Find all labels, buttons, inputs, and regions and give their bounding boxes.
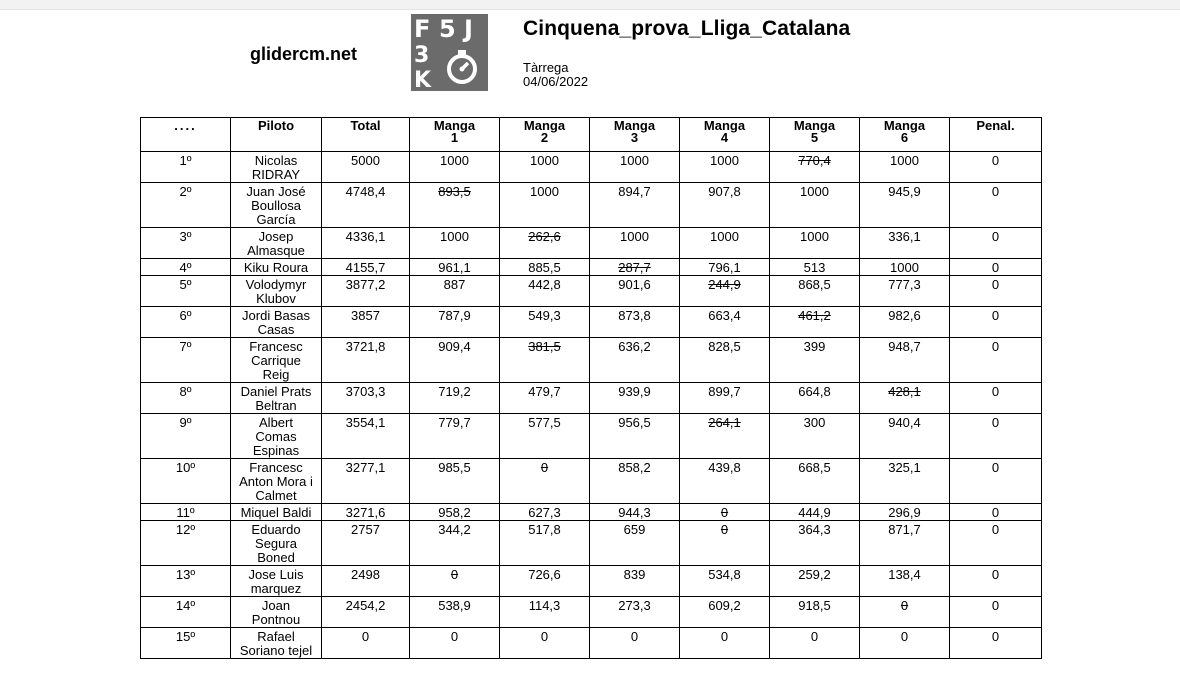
table-row — [141, 259, 1042, 276]
pilot-name-cell — [231, 259, 322, 276]
round-score-cell: 663,4 — [680, 307, 770, 338]
logo-letter: 3 — [414, 43, 430, 68]
column-header-round-number: 1 — [450, 130, 459, 145]
penalty-cell: 0 — [950, 521, 1042, 566]
penalty-cell: 0 — [950, 183, 1042, 228]
pilot-name-line: Klubov — [256, 291, 296, 306]
penalty-cell: 0 — [950, 459, 1042, 504]
total-score-cell: 2454,2 — [322, 597, 410, 628]
round-score-cell: 948,7 — [860, 338, 950, 383]
round-score-cell: 0 — [410, 566, 500, 597]
table-row — [141, 338, 1042, 383]
round-score-cell: 1000 — [680, 228, 770, 259]
pilot-name-line: Calmet — [255, 488, 297, 503]
column-header — [590, 118, 680, 152]
round-score-cell: 381,5 — [500, 338, 590, 383]
table-row — [141, 307, 1042, 338]
total-score-cell: 3277,1 — [322, 459, 410, 504]
pilot-name-line: García — [256, 212, 296, 227]
round-score-cell: 287,7 — [590, 259, 680, 276]
pilot-name-cell — [231, 152, 322, 183]
column-header — [141, 118, 231, 152]
round-score-cell: 444,9 — [770, 504, 860, 521]
table-row — [141, 276, 1042, 307]
round-score-cell: 668,5 — [770, 459, 860, 504]
penalty-cell: 0 — [950, 504, 1042, 521]
round-score-cell: 296,9 — [860, 504, 950, 521]
pilot-name-cell — [231, 276, 322, 307]
round-score-cell: 0 — [500, 459, 590, 504]
round-score-cell: 868,5 — [770, 276, 860, 307]
position-cell: 11º — [141, 504, 231, 521]
column-header — [950, 118, 1042, 152]
round-score-cell: 871,7 — [860, 521, 950, 566]
position-cell: 14º — [141, 597, 231, 628]
round-score-cell: 442,8 — [500, 276, 590, 307]
pilot-name-cell — [231, 414, 322, 459]
pilot-name-line: Jose Luis — [248, 567, 304, 582]
pilot-name-cell — [231, 383, 322, 414]
round-score-cell: 918,5 — [770, 597, 860, 628]
round-score-cell: 479,7 — [500, 383, 590, 414]
position-cell: 5º — [141, 276, 231, 307]
round-score-cell: 885,5 — [500, 259, 590, 276]
pilot-name-line: Rafael — [257, 629, 295, 644]
round-score-cell: 961,1 — [410, 259, 500, 276]
table-row — [141, 183, 1042, 228]
pilot-name-line: Almasque — [247, 243, 305, 258]
pilot-name-line: Josep — [258, 229, 294, 244]
total-score-cell: 4748,4 — [322, 183, 410, 228]
round-score-cell: 909,4 — [410, 338, 500, 383]
penalty-cell: 0 — [950, 566, 1042, 597]
position-cell: 15º — [141, 628, 231, 659]
position-cell: 6º — [141, 307, 231, 338]
round-score-cell: 0 — [680, 521, 770, 566]
round-score-cell: 899,7 — [680, 383, 770, 414]
column-header — [410, 118, 500, 152]
pilot-name-line: Anton Mora i — [239, 474, 313, 489]
penalty-cell: 0 — [950, 628, 1042, 659]
column-header-round-number: 4 — [720, 130, 729, 145]
round-score-cell: 0 — [770, 628, 860, 659]
round-score-cell: 1000 — [500, 152, 590, 183]
penalty-cell: 0 — [950, 276, 1042, 307]
round-score-cell: 577,5 — [500, 414, 590, 459]
table-row — [141, 228, 1042, 259]
pilot-name-line: Joan — [261, 598, 291, 613]
column-header — [860, 118, 950, 152]
round-score-cell: 344,2 — [410, 521, 500, 566]
round-score-cell: 893,5 — [410, 183, 500, 228]
table-row — [141, 597, 1042, 628]
table-row — [141, 414, 1042, 459]
logo-letter: J — [464, 15, 473, 43]
round-score-cell: 0 — [680, 504, 770, 521]
round-score-cell: 1000 — [680, 152, 770, 183]
total-score-cell: 4155,7 — [322, 259, 410, 276]
penalty-cell: 0 — [950, 338, 1042, 383]
pilot-name-cell — [231, 566, 322, 597]
f5j3k-logo — [411, 14, 488, 91]
pilot-name-line: Nicolas — [254, 153, 298, 168]
pilot-name-line: Boned — [257, 550, 295, 565]
round-score-cell: 0 — [410, 628, 500, 659]
pilot-name-line: RIDRAY — [251, 167, 301, 182]
pilot-name-line: Reig — [262, 367, 290, 382]
pilot-name-line: Eduardo — [251, 522, 301, 537]
round-score-cell: 549,3 — [500, 307, 590, 338]
pilot-name-line: Carrique — [251, 353, 301, 368]
round-score-cell: 1000 — [770, 228, 860, 259]
pilot-name-line: Daniel Prats — [240, 384, 312, 399]
pilot-name-line: Volodymyr — [245, 277, 307, 292]
round-score-cell: 1000 — [860, 152, 950, 183]
penalty-cell: 0 — [950, 597, 1042, 628]
penalty-cell: 0 — [950, 307, 1042, 338]
round-score-cell: 114,3 — [500, 597, 590, 628]
table-body — [141, 152, 1042, 659]
penalty-cell: 0 — [950, 152, 1042, 183]
position-cell: 3º — [141, 228, 231, 259]
round-score-cell: 1000 — [410, 152, 500, 183]
round-score-cell: 985,5 — [410, 459, 500, 504]
round-score-cell: 439,8 — [680, 459, 770, 504]
position-cell: 2º — [141, 183, 231, 228]
logo-graphic — [411, 14, 488, 91]
column-header — [322, 118, 410, 152]
pilot-name-cell — [231, 459, 322, 504]
pilot-name-line: Jordi Basas — [242, 308, 310, 323]
column-header-label: Manga — [793, 118, 836, 133]
column-header-round-number: 3 — [630, 130, 639, 145]
position-cell: 10º — [141, 459, 231, 504]
round-score-cell: 0 — [860, 597, 950, 628]
round-score-cell: 664,8 — [770, 383, 860, 414]
table-row — [141, 383, 1042, 414]
pilot-name-line: Albert — [259, 415, 293, 430]
total-score-cell: 3857 — [322, 307, 410, 338]
column-header-label: Manga — [433, 118, 476, 133]
total-score-cell: 0 — [322, 628, 410, 659]
round-score-cell: 659 — [590, 521, 680, 566]
pilot-name-line: Casas — [257, 322, 295, 337]
total-score-cell: 3703,3 — [322, 383, 410, 414]
round-score-cell: 777,3 — [860, 276, 950, 307]
round-score-cell: 273,3 — [590, 597, 680, 628]
logo-letter: K — [414, 68, 432, 91]
round-score-cell: 839 — [590, 566, 680, 597]
table-row — [141, 504, 1042, 521]
pilot-name-cell — [231, 228, 322, 259]
pilot-name-line: marquez — [250, 581, 302, 596]
total-score-cell: 5000 — [322, 152, 410, 183]
round-score-cell: 958,2 — [410, 504, 500, 521]
round-score-cell: 517,8 — [500, 521, 590, 566]
penalty-cell: 0 — [950, 414, 1042, 459]
round-score-cell: 787,9 — [410, 307, 500, 338]
viewer-top-bar — [0, 0, 1180, 10]
round-score-cell: 1000 — [590, 228, 680, 259]
position-cell: 7º — [141, 338, 231, 383]
round-score-cell: 0 — [500, 628, 590, 659]
column-header-round-number: 6 — [900, 130, 909, 145]
round-score-cell: 887 — [410, 276, 500, 307]
penalty-cell: 0 — [950, 383, 1042, 414]
round-score-cell: 1000 — [860, 259, 950, 276]
round-score-cell: 609,2 — [680, 597, 770, 628]
round-score-cell: 901,6 — [590, 276, 680, 307]
round-score-cell: 940,4 — [860, 414, 950, 459]
column-header-label: .... — [174, 118, 197, 133]
position-cell: 8º — [141, 383, 231, 414]
table-row — [141, 152, 1042, 183]
penalty-cell: 0 — [950, 228, 1042, 259]
position-cell: 9º — [141, 414, 231, 459]
pilot-name-cell — [231, 183, 322, 228]
position-cell: 13º — [141, 566, 231, 597]
round-score-cell: 264,1 — [680, 414, 770, 459]
round-score-cell: 873,8 — [590, 307, 680, 338]
round-score-cell: 300 — [770, 414, 860, 459]
competition-title: Cinquena_prova_Lliga_Catalana — [523, 17, 851, 40]
table-row — [141, 566, 1042, 597]
round-score-cell: 364,3 — [770, 521, 860, 566]
pilot-name-cell — [231, 307, 322, 338]
pilot-name-cell — [231, 338, 322, 383]
logo-letter: 5 — [439, 15, 456, 43]
pilot-name-line: Soriano tejel — [239, 643, 313, 658]
round-score-cell: 828,5 — [680, 338, 770, 383]
round-score-cell: 325,1 — [860, 459, 950, 504]
round-score-cell: 945,9 — [860, 183, 950, 228]
round-score-cell: 399 — [770, 338, 860, 383]
round-score-cell: 461,2 — [770, 307, 860, 338]
pilot-name-cell — [231, 504, 322, 521]
pilot-name-cell — [231, 521, 322, 566]
table-header-row — [141, 118, 1042, 152]
round-score-cell: 538,9 — [410, 597, 500, 628]
pilot-name-line: Comas — [255, 429, 297, 444]
total-score-cell: 3877,2 — [322, 276, 410, 307]
table-row — [141, 628, 1042, 659]
column-header-label: Manga — [523, 118, 566, 133]
round-score-cell: 939,9 — [590, 383, 680, 414]
round-score-cell: 0 — [680, 628, 770, 659]
round-score-cell: 513 — [770, 259, 860, 276]
round-score-cell: 779,7 — [410, 414, 500, 459]
results-table — [140, 117, 1042, 659]
column-header-round-number: 2 — [540, 130, 549, 145]
round-score-cell: 858,2 — [590, 459, 680, 504]
pilot-name-line: Espinas — [252, 443, 300, 458]
round-score-cell: 1000 — [500, 183, 590, 228]
site-name: glidercm.net — [250, 44, 358, 64]
round-score-cell: 534,8 — [680, 566, 770, 597]
column-header-label: Manga — [883, 118, 926, 133]
round-score-cell: 956,5 — [590, 414, 680, 459]
position-cell: 12º — [141, 521, 231, 566]
pilot-name-line: Pontnou — [251, 612, 301, 627]
round-score-cell: 770,4 — [770, 152, 860, 183]
column-header — [770, 118, 860, 152]
round-score-cell: 636,2 — [590, 338, 680, 383]
total-score-cell: 3271,6 — [322, 504, 410, 521]
pilot-name-cell — [231, 628, 322, 659]
round-score-cell: 259,2 — [770, 566, 860, 597]
column-header-label: Total — [350, 118, 381, 133]
column-header-label: Manga — [703, 118, 746, 133]
total-score-cell: 3554,1 — [322, 414, 410, 459]
penalty-cell: 0 — [950, 259, 1042, 276]
total-score-cell: 3721,8 — [322, 338, 410, 383]
round-score-cell: 1000 — [410, 228, 500, 259]
round-score-cell: 907,8 — [680, 183, 770, 228]
column-header — [500, 118, 590, 152]
round-score-cell: 627,3 — [500, 504, 590, 521]
round-score-cell: 428,1 — [860, 383, 950, 414]
table-row — [141, 459, 1042, 504]
round-score-cell: 944,3 — [590, 504, 680, 521]
column-header-label: Manga — [613, 118, 656, 133]
round-score-cell: 336,1 — [860, 228, 950, 259]
total-score-cell: 2757 — [322, 521, 410, 566]
pilot-name-line: Boullosa — [251, 198, 301, 213]
pilot-name-line: Juan José — [246, 184, 306, 199]
column-header-round-number: 5 — [810, 130, 819, 145]
pilot-name-line: Segura — [255, 536, 297, 551]
position-cell: 4º — [141, 259, 231, 276]
round-score-cell: 0 — [590, 628, 680, 659]
column-header-label: Piloto — [257, 118, 295, 133]
round-score-cell: 138,4 — [860, 566, 950, 597]
round-score-cell: 982,6 — [860, 307, 950, 338]
event-date: 04/06/2022 — [523, 74, 589, 89]
pilot-name-line: Beltran — [255, 398, 297, 413]
round-score-cell: 1000 — [590, 152, 680, 183]
pilot-name-line: Francesc — [249, 460, 303, 475]
pilot-name-line: Miquel Baldi — [240, 505, 312, 520]
position-cell: 1º — [141, 152, 231, 183]
column-header-label: Penal. — [976, 118, 1015, 133]
column-header — [231, 118, 322, 152]
round-score-cell: 726,6 — [500, 566, 590, 597]
table-row — [141, 521, 1042, 566]
round-score-cell: 796,1 — [680, 259, 770, 276]
pilot-name-cell — [231, 597, 322, 628]
column-header — [680, 118, 770, 152]
round-score-cell: 244,9 — [680, 276, 770, 307]
venue: Tàrrega — [523, 60, 569, 75]
total-score-cell: 4336,1 — [322, 228, 410, 259]
pilot-name-line: Kiku Roura — [243, 260, 309, 275]
pilot-name-line: Francesc — [249, 339, 303, 354]
logo-letter: F — [414, 15, 431, 43]
round-score-cell: 0 — [860, 628, 950, 659]
round-score-cell: 262,6 — [500, 228, 590, 259]
round-score-cell: 719,2 — [410, 383, 500, 414]
round-score-cell: 894,7 — [590, 183, 680, 228]
round-score-cell: 1000 — [770, 183, 860, 228]
total-score-cell: 2498 — [322, 566, 410, 597]
